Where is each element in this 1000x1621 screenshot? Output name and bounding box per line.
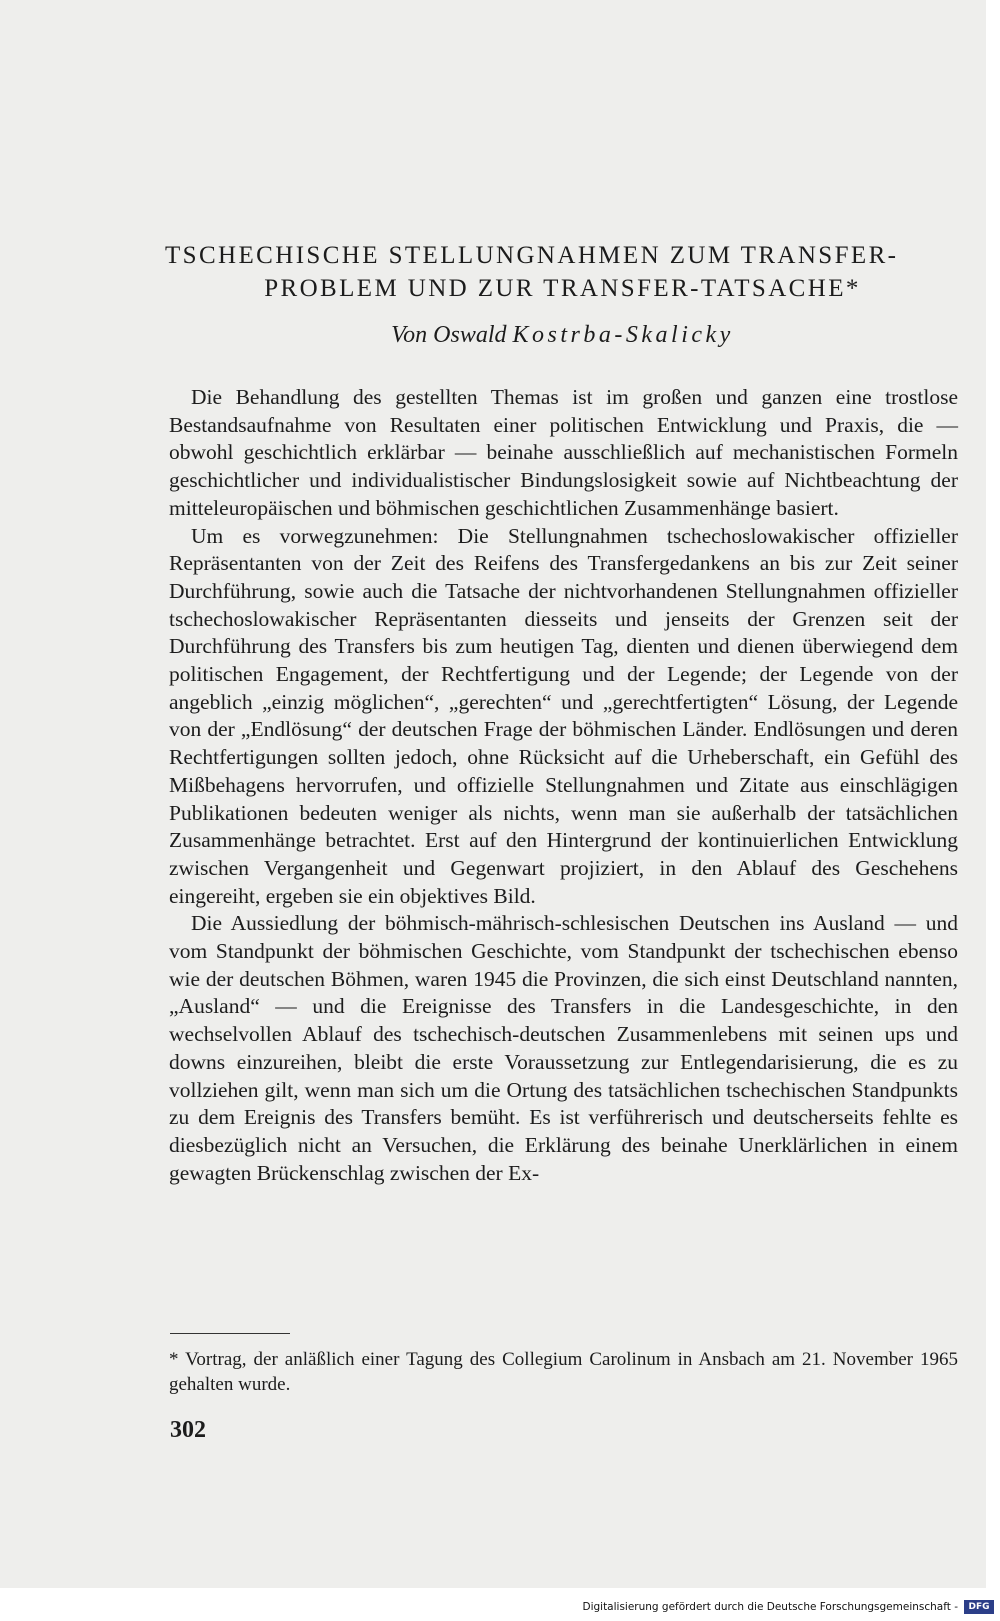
dfg-logo-icon: DFG — [964, 1600, 994, 1614]
page-number: 302 — [170, 1417, 206, 1443]
digitization-credit: Digitalisierung gefördert durch die Deutsche Forschungsgemeinschaft - — [582, 1601, 958, 1613]
author-byline — [165, 323, 960, 347]
author-name: Kostrba-Skalicky — [512, 322, 734, 348]
article-title-line-2: PROBLEM UND ZUR TRANSFER-TATSACHE* — [264, 275, 861, 302]
paragraph-3: Die Aussiedlung der böhmisch-mährisch-schlesischen Deutschen ins Ausland — und vom Standpunkt der böhmischen Geschichte, vom Standpunkt der tschechischen ebenso wie der deutschen Böhmen, waren 1945 die Provinzen, die sich einst Deutschland nannten, „Ausland“ — und die Ereignisse des Transfers in die Landesgeschichte, in den wechselvollen Ablauf des tschechisch-deutschen Zusammenlebens mit seinen ups und downs einzureihen, bleibt die erste Voraussetzung zur Entlegendarisierung, die es zu vollziehen gilt, wenn man sich um die Ortung des tatsächlichen tschechischen Standpunkts zu dem Ereignis des Transfers bemüht. Es ist verführerisch und deutscherseits fehlte es diesbezüglich nicht an Versuchen, die Erklärung des beinahe Unerklärlichen in einem gewagten Brückenschlag zwischen der Ex- — [169, 911, 958, 1185]
article-body — [169, 384, 958, 1187]
paragraph-2: Um es vorwegzunehmen: Die Stellungnahmen tschechoslowakischer offizieller Repräsentanten von der Zeit des Reifens des Transfergedankens an bis zur Zeit seiner Durchführung, sowie auch die Tatsache der nichtvorhandenen Stellungnahmen offizieller tschechoslowakischer Repräsentanten diesseits und jenseits der Grenzen seit der Durchführung des Transfers bis zum heutigen Tag, dienten und dienen überwiegend dem politischen Engagement, der Rechtfertigung und der Legende; der Legende von der angeblich „einzig möglichen“, „gerechten“ und „gerechtfertigten“ Lösung, der Legende von der „Endlösung“ der deutschen Frage der böhmischen Länder. Endlösungen und deren Rechtfertigungen sollten jedoch, ohne Rücksicht auf die Urheberschaft, ein Gefühl des Mißbehagens hervorrufen, und offizielle Stellungnahmen und Zitate aus einschlägigen Publikationen bedeuten weniger als nichts, wenn man sie außerhalb der tatsächlichen Zusammenhänge betrachtet. Erst auf den Hintergrund der kontinuierlichen Entwicklung zwischen Vergangenheit und Gegenwart projiziert, in den Ablauf des Geschehens eingereiht, ergeben sie ein objektives Bild. — [169, 523, 958, 908]
byline-prefix: Von Oswald — [391, 322, 513, 348]
article-title-line-1: TSCHECHISCHE STELLUNGNAHMEN ZUM TRANSFER- — [165, 242, 899, 269]
footnote: * Vortrag, der anläßlich einer Tagung des Collegium Carolinum in Ansbach am 21. November 1965 gehalten wurde. — [169, 1349, 958, 1395]
footnote-separator — [170, 1333, 290, 1334]
paragraph-1: Die Behandlung des gestellten Themas ist im großen und ganzen eine trostlose Bestandsaufnahme von Resultaten einer politischen Entwicklung und Praxis, die — obwohl geschichtlich erklärbar — beinahe ausschließlich auf mechanistischen Formeln geschichtlicher und individualistischer Bindungslosigkeit sowie auf Nichtbeachtung der mitteleuropäischen und böhmischen geschichtlichen Zusammenhänge basiert. — [169, 385, 958, 520]
